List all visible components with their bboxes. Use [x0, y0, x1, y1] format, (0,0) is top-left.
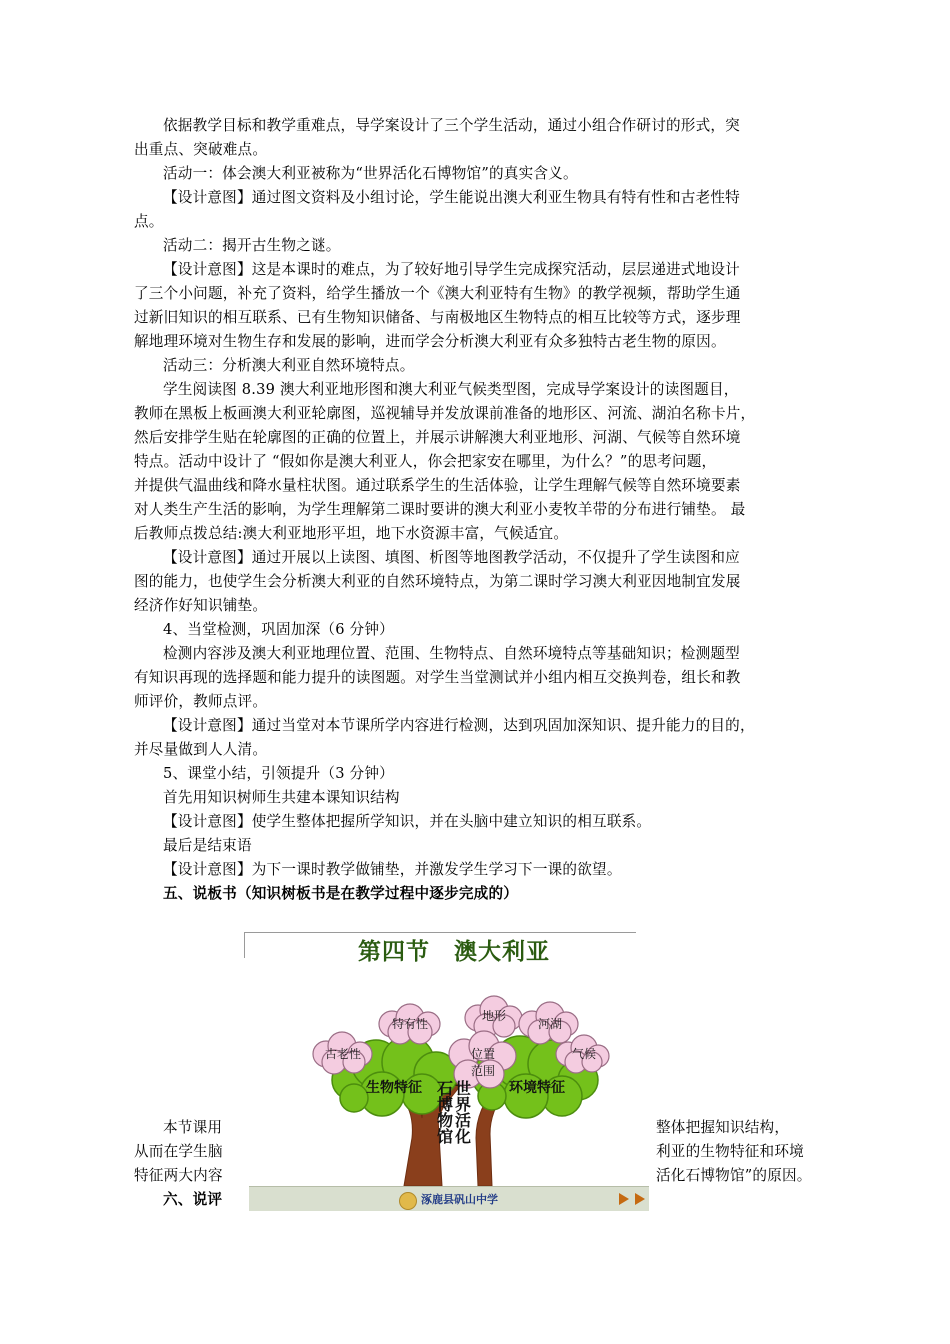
- fruit-label: 气候: [571, 1047, 597, 1061]
- trunk-text-col1: 世界活化: [452, 1080, 472, 1144]
- paragraph-line: 最后是结束语: [163, 837, 252, 854]
- paragraph-line: 然后安排学生贴在轮廓图的正确的位置上，并展示讲解澳大利亚地形、河湖、气候等自然环境: [134, 429, 741, 446]
- tree-illustration: [244, 928, 654, 1186]
- paragraph-line: 首先用知识树师生共建本课知识结构: [163, 789, 400, 806]
- paragraph-line: 活动三：分析澳大利亚自然环境特点。: [163, 357, 415, 374]
- paragraph-line: 对人类生产生活的影响，为学生理解第二课时要讲的澳大利亚小麦牧羊带的分布进行铺垫。 最: [134, 501, 746, 518]
- paragraph-line: 学生阅读图 8.39 澳大利亚地形图和澳大利亚气候类型图，完成导学案设计的读图题目，: [163, 381, 739, 398]
- partial-line-right: 整体把握知识结构，: [656, 1119, 790, 1136]
- paragraph-line: 【设计意图】通过图文资料及小组讨论，学生能说出澳大利亚生物具有特有性和古老性特: [163, 189, 740, 206]
- school-name: 涿鹿县矾山中学: [421, 1193, 498, 1206]
- knowledge-tree-figure: [244, 928, 654, 1212]
- partial-line-right: 利亚的生物特征和环境: [656, 1143, 804, 1160]
- paragraph-line: 【设计意图】这是本课时的难点，为了较好地引导学生完成探究活动，层层递进式地设计: [163, 261, 740, 278]
- partial-line-left: 特征两大内容: [134, 1167, 223, 1184]
- paragraph-line: 教师在黑板上板画澳大利亚轮廓图，巡视辅导并发放课前准备的地形区、河流、湖泊名称卡片，: [134, 405, 756, 422]
- section-heading: 5、课堂小结，引领提升（3 分钟）: [163, 765, 394, 782]
- section-heading: 五、说板书（知识树板书是在教学过程中逐步完成的）: [163, 885, 519, 902]
- partial-line-left: 从而在学生脑: [134, 1143, 223, 1160]
- paragraph-line: 【设计意图】使学生整体把握所学知识，并在头脑中建立知识的相互联系。: [163, 813, 652, 830]
- paragraph-line: 师评价，教师点评。: [134, 693, 268, 710]
- paragraph-line: 活动二：揭开古生物之谜。: [163, 237, 341, 254]
- fruit-label: 位置: [470, 1047, 496, 1061]
- paragraph-line: 图的能力，也使学生会分析澳大利亚的自然环境特点，为第二课时学习澳大利亚因地制宜发展: [134, 573, 741, 590]
- canopy-label-left: 生物特征: [366, 1080, 422, 1096]
- board-title: 第四节 澳大利亚: [358, 939, 550, 965]
- partial-line-right: 活化石博物馆”的原因。: [656, 1167, 812, 1184]
- figure-footer-bar: [249, 1186, 649, 1211]
- paragraph-line: 依据教学目标和教学重难点，导学案设计了三个学生活动，通过小组合作研讨的形式，突: [163, 117, 740, 134]
- play-arrow-icon[interactable]: [619, 1193, 629, 1205]
- paragraph-line: 检测内容涉及澳大利亚地理位置、范围、生物特点、自然环境特点等基础知识；检测题型: [163, 645, 740, 662]
- fruit-label: 河湖: [537, 1017, 563, 1031]
- paragraph-line: 过新旧知识的相互联系、已有生物知识储备、与南极地区生物特点的相互比较等方式，逐步理: [134, 309, 741, 326]
- paragraph-line: 并尽量做到人人清。: [134, 741, 268, 758]
- paragraph-line: 点。: [134, 213, 164, 230]
- paragraph-line: 【设计意图】通过当堂对本节课所学内容进行检测，达到巩固加深知识、提升能力的目的，: [163, 717, 755, 734]
- paragraph-line: 有知识再现的选择题和能力提升的读图题。对学生当堂测试并小组内相互交换判卷，组长和教: [134, 669, 741, 686]
- fruit-label: 特有性: [391, 1017, 429, 1031]
- section-heading: 4、当堂检测，巩固加深（6 分钟）: [163, 621, 394, 638]
- paragraph-line: 了三个小问题，补充了资料，给学生播放一个《澳大利亚特有生物》的教学视频，帮助学生通: [134, 285, 741, 302]
- next-arrow-icon[interactable]: [635, 1193, 645, 1205]
- trunk-text-col2: 石博物馆: [434, 1080, 454, 1144]
- paragraph-line: 出重点、突破难点。: [134, 141, 268, 158]
- canopy-label-right: 环境特征: [509, 1080, 565, 1096]
- section-heading: 六、说评: [163, 1191, 223, 1208]
- paragraph-line: 并提供气温曲线和降水量柱状图。通过联系学生的生活体验，让学生理解气候等自然环境要素: [134, 477, 741, 494]
- fruit-label: 地形: [481, 1009, 507, 1023]
- paragraph-line: 经济作好知识铺垫。: [134, 597, 268, 614]
- paragraph-line: 特点。活动中设计了 “假如你是澳大利亚人，你会把家安在哪里，为什么？”的思考问题，: [134, 453, 717, 470]
- paragraph-line: 活动一：体会澳大利亚被称为“世界活化石博物馆”的真实含义。: [163, 165, 578, 182]
- paragraph-line: 【设计意图】为下一课时教学做铺垫，并激发学生学习下一课的欲望。: [163, 861, 622, 878]
- partial-line-left: 本节课用: [163, 1119, 223, 1136]
- paragraph-line: 后教师点拨总结:澳大利亚地形平坦，地下水资源丰富，气候适宜。: [134, 525, 569, 542]
- school-logo-icon: [399, 1192, 417, 1210]
- fruit-label: 范围: [470, 1064, 496, 1078]
- paragraph-line: 【设计意图】通过开展以上读图、填图、析图等地图教学活动，不仅提升了学生读图和应: [163, 549, 740, 566]
- paragraph-line: 解地理环境对生物生存和发展的影响，进而学会分析澳大利亚有众多独特古老生物的原因。: [134, 333, 726, 350]
- fruit-label: 古老性: [324, 1047, 362, 1061]
